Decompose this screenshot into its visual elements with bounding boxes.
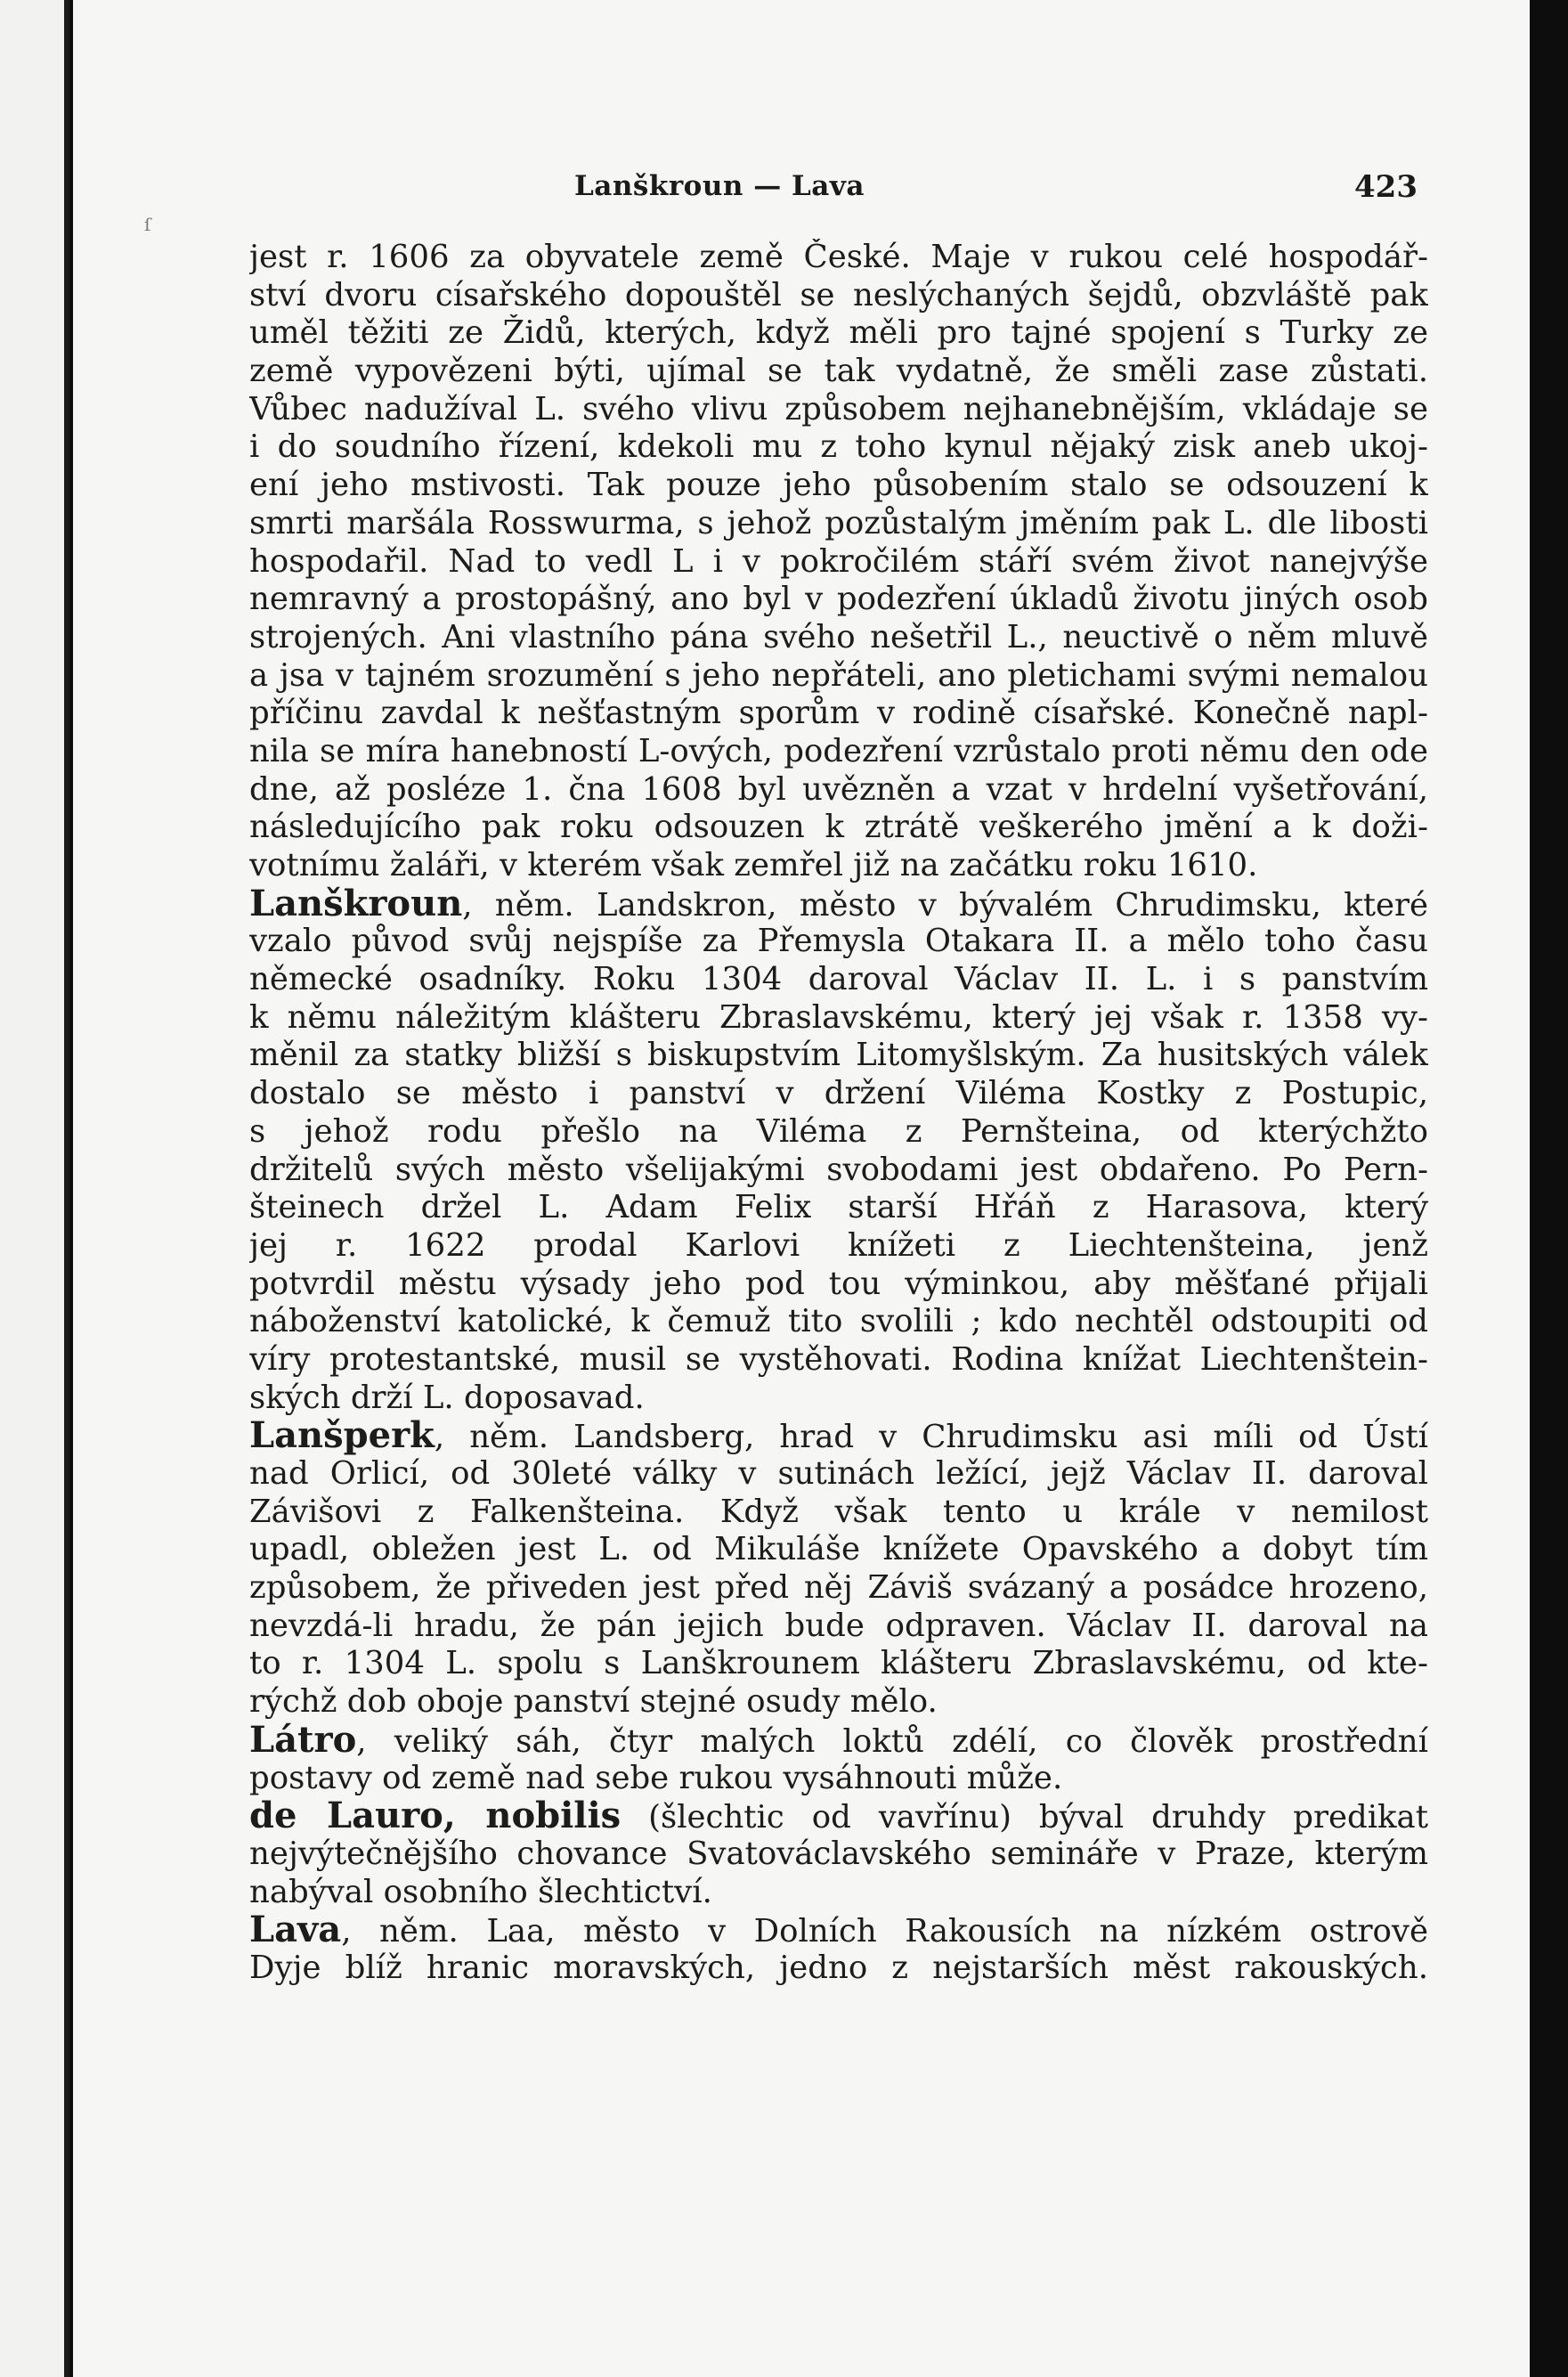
text-line: země vypovězeni býti, ujímal se tak vydatně, že směli zase zůstati. bbox=[249, 353, 1428, 390]
entry-lansperk: Lanšperk, něm. Landsberg, hrad v Chrudimsku asi míli od Ústí bbox=[249, 1417, 1428, 1455]
text-line: jej r. 1622 prodal Karlovi knížeti z Liechtenšteina, jenž bbox=[249, 1226, 1428, 1264]
text-line: měnil za statky bližší s biskupstvím Litomyšlským. Za husitských válek bbox=[249, 1037, 1428, 1074]
previous-page-edge bbox=[0, 0, 64, 2377]
dictionary-text bbox=[249, 239, 1428, 1988]
text-line: i do soudního řízení, kdekoli mu z toho kynul nějaký zisk aneb ukoj- bbox=[249, 428, 1428, 466]
text-line: a jsa v tajném srozumění s jeho nepřáteli, ano pletichami svými nemalou bbox=[249, 656, 1428, 694]
text-line: upadl, obležen jest L. od Mikuláše knížete Opavského a dobyt tím bbox=[249, 1531, 1428, 1568]
text-line: šteinech držel L. Adam Felix starší Hřáň z Harasova, který bbox=[249, 1189, 1428, 1226]
page-number: 423 bbox=[1354, 169, 1418, 205]
text-line: držitelů svých město všelijakými svobodami jest obdařeno. Po Pern- bbox=[249, 1151, 1428, 1188]
text-line: uměl těžiti ze Židů, kterých, když měli pro tajné spojení s Turky ze bbox=[249, 314, 1428, 352]
text-line: následujícího pak roku odsouzen k ztrátě veškerého jmění a k doži- bbox=[249, 809, 1428, 846]
text-line: hospodařil. Nad to vedl L i v pokročilém stáří svém život nanejvýše bbox=[249, 542, 1428, 580]
text-line: vzalo původ svůj nejspíše za Přemysla Otakara II. a mělo toho času bbox=[249, 923, 1428, 960]
text-line: nad Orlicí, od 30leté války v sutinách ležící, jejž Václav II. daroval bbox=[249, 1455, 1428, 1492]
text-line: smrti maršála Rosswurma, s jehož pozůstalým jměním pak L. dle libosti bbox=[249, 504, 1428, 541]
text-line: ství dvoru císařského dopouštěl se neslýchaných šejdů, obzvláště pak bbox=[249, 276, 1428, 313]
margin-mark: ſ bbox=[144, 214, 151, 235]
text-line: způsobem, že přiveden jest před něj Záviš svázaný a posádce hrozeno, bbox=[249, 1569, 1428, 1607]
entry-lava: Lava, něm. Laa, město v Dolních Rakousích na nízkém ostrově bbox=[249, 1911, 1428, 1950]
text-line: strojených. Ani vlastního pána svého nešetřil L., neuctivě o něm mluvě bbox=[249, 618, 1428, 655]
text-line: Závišovi z Falkenšteina. Když však tento u krále v nemilost bbox=[249, 1493, 1428, 1530]
text-line: to r. 1304 L. spolu s Lanškrounem klášteru Zbraslavskému, od kte- bbox=[249, 1645, 1428, 1682]
text-line: dne, až posléze 1. čna 1608 byl uvězněn a vzat v hrdelní vyšetřování, bbox=[249, 770, 1428, 808]
text-line: ení jeho mstivosti. Tak pouze jeho působením stalo se odsouzení k bbox=[249, 467, 1428, 504]
running-head: Lanškroun — Lava bbox=[573, 170, 865, 202]
text-line: dostalo se město i panství v držení Viléma Kostky z Postupic, bbox=[249, 1075, 1428, 1112]
text-line: s jehož rodu přešlo na Viléma z Pernšteina, od kterýchžto bbox=[249, 1112, 1428, 1150]
headword: Lanšperk bbox=[249, 1417, 435, 1455]
text-line: jest r. 1606 za obyvatele země České. Maje v rukou celé hospodář- bbox=[249, 239, 1428, 275]
headword: Lanškroun bbox=[249, 884, 463, 924]
text-line: postavy od země nad sebe rukou vysáhnouti může. bbox=[249, 1759, 1063, 1796]
text-line: ských drží L. doposavad. bbox=[249, 1379, 645, 1416]
text-line: nemravný a prostopášný, ano byl v podezření úkladů životu jiných osob bbox=[249, 581, 1428, 618]
text-line: potvrdil městu výsady jeho pod tou výminkou, aby měšťané přijali bbox=[249, 1265, 1428, 1302]
text-line: víry protestantské, musil se vystěhovati. Rodina knížat Liechtenštein- bbox=[249, 1340, 1428, 1378]
text-line: náboženství katolické, k čemuž tito svolili ; kdo nechtěl odstoupiti od bbox=[249, 1303, 1428, 1340]
text-line: nevzdá-li hradu, že pán jejich bude odpraven. Václav II. daroval na bbox=[249, 1607, 1428, 1644]
entry-latro: Látro, veliký sáh, čtyr malých loktů zdélí, co člověk prostřední bbox=[249, 1722, 1428, 1760]
text-line: nabýval osobního šlechtictví. bbox=[249, 1873, 712, 1910]
text-line: k němu náležitým klášteru Zbraslavskému, který jej však r. 1358 vy- bbox=[249, 998, 1428, 1036]
text-line: rýchž dob oboje panství stejné osudy mělo. bbox=[249, 1683, 938, 1721]
book-spine-shadow bbox=[64, 0, 69, 2377]
headword: Lava bbox=[249, 1911, 342, 1950]
entry-lanskroun: Lanškroun, něm. Landskron, město v bývalém Chrudimsku, které bbox=[249, 885, 1428, 924]
entry-de-lauro: de Lauro, nobilis (šlechtic od vavřínu) býval druhdy predikat bbox=[249, 1797, 1428, 1836]
text-line: Vůbec nadužíval L. svého vlivu způsobem nejhanebnějším, vkládaje se bbox=[249, 390, 1428, 427]
book-page bbox=[73, 0, 1530, 2377]
headword: de Lauro, nobilis bbox=[249, 1797, 622, 1836]
text-line: nejvýtečnějšího chovance Svatováclavského semináře v Praze, kterým bbox=[249, 1835, 1428, 1872]
text-line: nila se míra hanebností L-ových, podezření vzrůstalo proti němu den ode bbox=[249, 732, 1428, 769]
headword: Látro bbox=[249, 1721, 357, 1760]
text-line: votnímu žaláři, v kterém však zemřel již na začátku roku 1610. bbox=[249, 847, 1258, 883]
text-line: německé osadníky. Roku 1304 daroval Václav II. L. i s panstvím bbox=[249, 961, 1428, 998]
text-line: Dyje blíž hranic moravských, jedno z nejstarších měst rakouských. bbox=[249, 1949, 1428, 1986]
text-line: příčinu zavdal k nešťastným sporům v rodině císařské. Konečně napl- bbox=[249, 695, 1428, 732]
